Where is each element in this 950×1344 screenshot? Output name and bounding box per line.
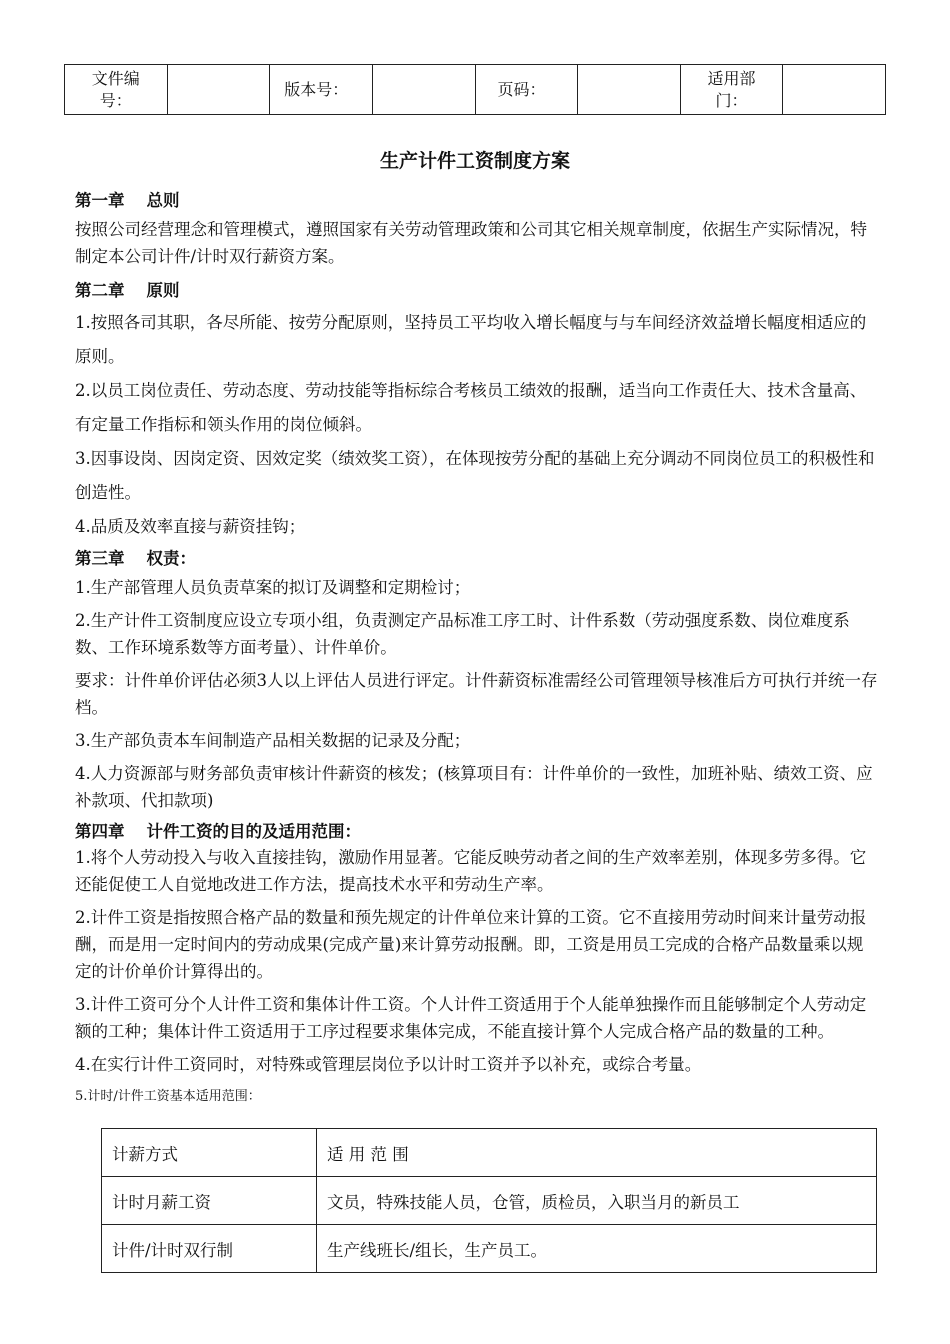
chapter-2-item: 1.按照各司其职，各尽所能、按劳分配原则，坚持员工平均收入增长幅度与与车间经济效益增长幅度相适应的原则。 xyxy=(75,313,867,366)
chapter-2-item: 3.因事设岗、因岗定资、因效定奖（绩效奖工资），在体现按劳分配的基础上充分调动不同岗位员工的积极性和创造性。 xyxy=(75,449,875,502)
dept-value xyxy=(783,65,886,115)
table-cell: 计件/计时双行制 xyxy=(102,1225,317,1273)
chapter-4-name: 计件工资的目的及适用范围： xyxy=(146,822,361,841)
chapter-4-heading xyxy=(75,820,879,844)
file-no-value xyxy=(167,65,270,115)
version-value xyxy=(372,65,475,115)
chapter-4-item: 2.计件工资是指按照合格产品的数量和预先规定的计件单位来计算的工资。它不直接用劳动时间来计量劳动报酬，而是用一定时间内的劳动成果(完成产量)来计算劳动报酬。即，工资是用员工完成的合格产品数量乘以规定的计价单价计算得出的。 xyxy=(75,908,867,981)
chapter-1-name: 总则 xyxy=(146,191,180,210)
chapter-3-item: 3.生产部负责本车间制造产品相关数据的记录及分配； xyxy=(75,731,471,750)
table-row xyxy=(102,1129,877,1177)
table-row xyxy=(102,1225,877,1273)
chapter-4-item: 3.计件工资可分个人计件工资和集体计件工资。个人计件工资适用于个人能单独操作而且能够制定个人劳动定额的工种；集体计件工资适用于工序过程要求集体完成，不能直接计算个人完成合格产品的数量的工种。 xyxy=(75,995,867,1041)
table-cell: 文员，特殊技能人员，仓管，质检员，入职当月的新员工 xyxy=(317,1177,877,1225)
chapter-2-number: 第二章 xyxy=(75,281,125,300)
table-row xyxy=(102,1177,877,1225)
table-cell: 计时月薪工资 xyxy=(102,1177,317,1225)
chapter-3-number: 第三章 xyxy=(75,549,125,568)
table-header-cell: 计薪方式 xyxy=(102,1129,317,1177)
chapter-4-item: 1.将个人劳动投入与收入直接挂钩，激励作用显著。它能反映劳动者之间的生产效率差别，体现多劳多得。它还能促使工人自觉地改进工作方法，提高技术水平和劳动生产率。 xyxy=(75,848,867,894)
table-cell: 生产线班长/组长，生产员工。 xyxy=(317,1225,877,1273)
chapter-3-requirement: 要求：计件单价评估必须3人以上评估人员进行评定。计件薪资标准需经公司管理领导核准后方可执行并统一存档。 xyxy=(75,671,878,717)
chapter-1-number: 第一章 xyxy=(75,191,125,210)
chapter-2-item: 2.以员工岗位责任、劳动态度、劳动技能等指标综合考核员工绩效的报酬，适当向工作责任大、技术含量高、有定量工作指标和领头作用的岗位倾斜。 xyxy=(75,381,867,434)
chapter-2-item: 4.品质及效率直接与薪资挂钩； xyxy=(75,517,306,536)
chapter-4-number: 第四章 xyxy=(75,822,125,841)
chapter-3-heading xyxy=(75,544,879,574)
chapter-2-name: 原则 xyxy=(146,281,180,300)
chapter-3-name: 权责： xyxy=(146,549,196,568)
chapter-3-item: 4.人力资源部与财务部负责审核计件薪资的核发；(核算项目有：计件单价的一致性，加班补贴、绩效工资、应补款项、代扣款项) xyxy=(75,764,873,810)
chapter-2-heading xyxy=(75,276,879,306)
version-label: 版本号： xyxy=(270,65,373,115)
page-value xyxy=(578,65,681,115)
document-title: 生产计件工资制度方案 xyxy=(379,150,570,172)
page-label: 页码： xyxy=(475,65,578,115)
chapter-4-item: 4.在实行计件工资同时，对特殊或管理层岗位予以计时工资并予以补充，或综合考量。 xyxy=(75,1055,702,1074)
chapter-3-item: 1.生产部管理人员负责草案的拟订及调整和定期检讨； xyxy=(75,578,471,597)
chapter-1-heading xyxy=(75,186,879,216)
pay-scope-table xyxy=(101,1128,877,1273)
file-no-label: 文件编号： xyxy=(65,65,168,115)
document-header-table xyxy=(64,64,886,115)
chapter-3-item: 2.生产计件工资制度应设立专项小组，负责测定产品标准工序工时、计件系数（劳动强度系数、岗位难度系数、工作环境系数等方面考量）、计件单价。 xyxy=(75,611,850,657)
chapter-4-item-5: 5.计时/计件工资基本适用范围： xyxy=(75,1089,261,1104)
dept-label: 适用部门： xyxy=(680,65,783,115)
chapter-1-paragraph: 按照公司经营理念和管理模式，遵照国家有关劳动管理政策和公司其它相关规章制度，依据生产实际情况，特制定本公司计件/计时双行薪资方案。 xyxy=(75,220,867,266)
document-body xyxy=(75,186,879,1110)
table-header-cell: 适 用 范 围 xyxy=(317,1129,877,1177)
